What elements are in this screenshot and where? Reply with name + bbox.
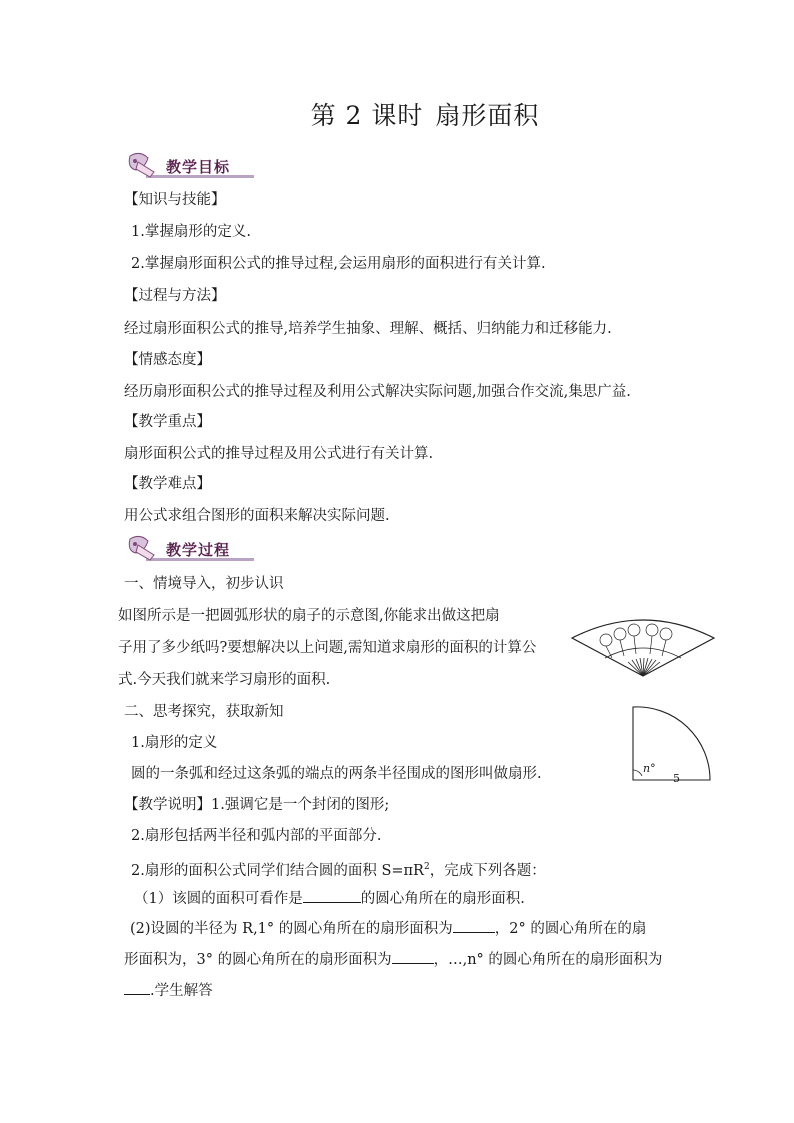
text-line: 子用了多少纸吗?要想解决以上问题,需知道求扇形的面积的计算公 [118, 640, 537, 656]
text-line: 圆的一条弧和经过这条弧的端点的两条半径围成的图形叫做扇形. [131, 766, 542, 782]
sector-angle-label: n° [643, 762, 656, 775]
text-line: 经过扇形面积公式的推导,培养学生抽象、理解、概括、归纳能力和迁移能力. [124, 321, 612, 337]
section-heading-2: 二、思考探究，获取新知 [124, 704, 284, 720]
heading-process-method: 【过程与方法】 [124, 288, 226, 304]
heading-difficulties: 【教学难点】 [124, 476, 211, 492]
fill-blank [303, 888, 361, 903]
title-main: 第 2 课时 [310, 101, 424, 130]
title-sub: 扇形面积 [435, 101, 540, 130]
text-line: 扇形面积公式的推导过程及用公式进行有关计算. [124, 446, 434, 462]
text-line: 用公式求组合图形的面积来解决实际问题. [124, 508, 390, 524]
text-line: 经历扇形面积公式的推导过程及利用公式解决实际问题,加强合作交流,集思广益. [124, 384, 631, 400]
section-badge-goals [124, 152, 254, 180]
text-line: 【教学说明】1.强调它是一个封闭的图形; [124, 797, 390, 813]
fill-blank [124, 980, 150, 995]
heading-key-points: 【教学重点】 [124, 414, 211, 430]
text-line: 2.扇形包括两半径和弧内部的平面部分. [131, 828, 382, 844]
section-title-goals: 教学目标 [166, 158, 231, 176]
fan-illustration [570, 610, 716, 680]
section-title-process: 教学过程 [166, 541, 231, 559]
page-title [0, 96, 794, 132]
text-line: 1.掌握扇形的定义. [131, 224, 251, 240]
text-line-question-2: (2)设圆的半径为 R,1° 的圆心角所在的扇形面积为 ，2° 的圆心角所在的扇 [130, 918, 646, 939]
text-line: 2.掌握扇形面积公式的推导过程,会运用扇形的面积进行有关计算. [131, 256, 546, 272]
text-line-question-2-cont: 形面积为，3° 的圆心角所在的扇形面积为 ，…,n° 的圆心角所在的扇形面积为 [124, 949, 662, 970]
text-line-formula: 2.扇形的面积公式同学们结合圆的面积 $S=\pi R^2$，完成下列各题： [131, 862, 546, 879]
heading-knowledge: 【知识与技能】 [124, 192, 226, 208]
text-line-answer: .学生解答 [124, 980, 213, 1001]
heading-attitude: 【情感态度】 [124, 352, 211, 368]
fill-blank [453, 918, 495, 933]
section-heading-1: 一、情境导入，初步认识 [124, 576, 284, 592]
text-line: 如图所示是一把圆弧形状的扇子的示意图,你能求出做这把扇 [118, 608, 500, 624]
text-line: 1.扇形的定义 [131, 735, 218, 751]
fill-blank [392, 949, 434, 964]
text-line-question-1: （1）该圆的面积可看作是 的圆心角所在的扇形面积. [134, 888, 525, 909]
text-line: 式.今天我们就来学习扇形的面积. [118, 672, 331, 688]
section-badge-process [124, 535, 254, 563]
sector-radius-label: 5 [673, 772, 680, 785]
